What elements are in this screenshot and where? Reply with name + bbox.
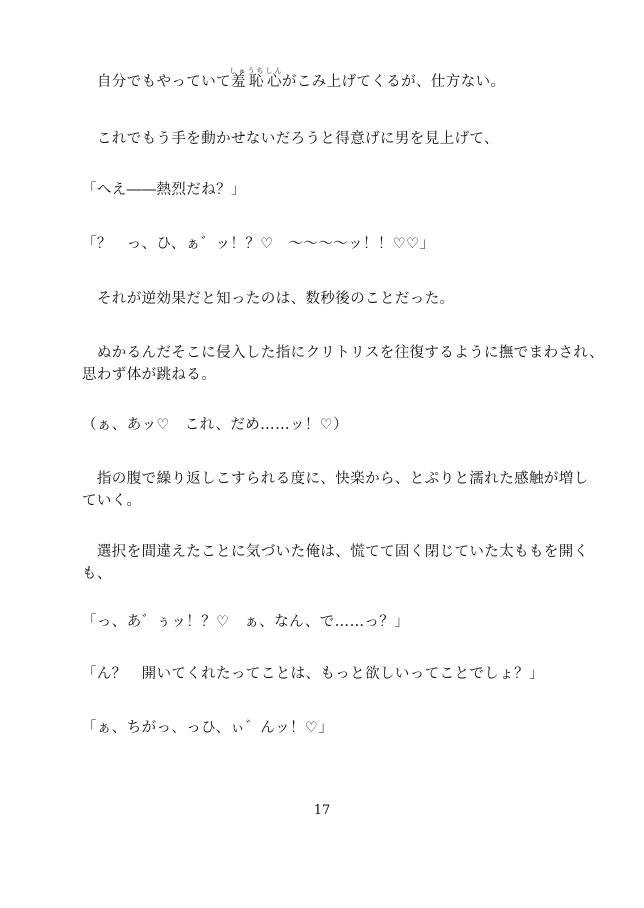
inner-thought: （ぁ、あッ♡ これ、だめ……ッ！♡） xyxy=(82,417,349,433)
page-number: 17 xyxy=(313,803,331,818)
paragraph-1-after: がこみ上げてくるが、仕方ない。 xyxy=(281,74,506,90)
paragraph-5-line-2: ていく。 xyxy=(82,493,142,509)
dialogue-1: 「へえ――熱烈だね？」 xyxy=(82,182,246,198)
paragraph-6-line-2: も、 xyxy=(82,566,112,582)
paragraph-3: それが逆効果だと知ったのは、数秒後のことだった。 xyxy=(82,291,455,307)
dialogue-3: 「っ、あ゛ぅッ！？♡ ぁ、なん、で……っ？」 xyxy=(82,614,410,630)
dialogue-5: 「ぁ、ちがっ、っひ、ぃ゛んッ！♡」 xyxy=(82,720,334,736)
ruby-base: 羞恥心 xyxy=(229,74,284,90)
paragraph-2: これでもう手を動かせないだろうと得意げに男を見上げて、 xyxy=(82,131,499,147)
dialogue-4: 「ん？ 開いてくれたってことは、もっと欲しいってことでしょ？」 xyxy=(82,666,544,682)
dialogue-2: 「？ っ、ひ、ぁ゛ッ！？♡ ～～～～ッ！！♡♡」 xyxy=(82,236,435,252)
paragraph-1 xyxy=(82,67,582,93)
paragraph-6-line-1: 選択を間違えたことに気づいた俺は、慌てて固く閉じていた太ももを開く xyxy=(82,544,589,560)
paragraph-4-line-1: ぬかるんだそこに侵入した指にクリトリスを往復するように撫でまわされ、 xyxy=(82,345,605,361)
ruby-reading: しゅうちしん xyxy=(229,67,284,75)
furigana-word xyxy=(229,67,284,90)
paragraph-4-line-2: 思わず体が跳ねる。 xyxy=(82,367,217,383)
paragraph-5-line-1: 指の腹で繰り返しこすられる度に、快楽から、とぷりと濡れた感触が増し xyxy=(82,471,589,487)
paragraph-1-before: 自分でもやっていて xyxy=(82,74,231,90)
